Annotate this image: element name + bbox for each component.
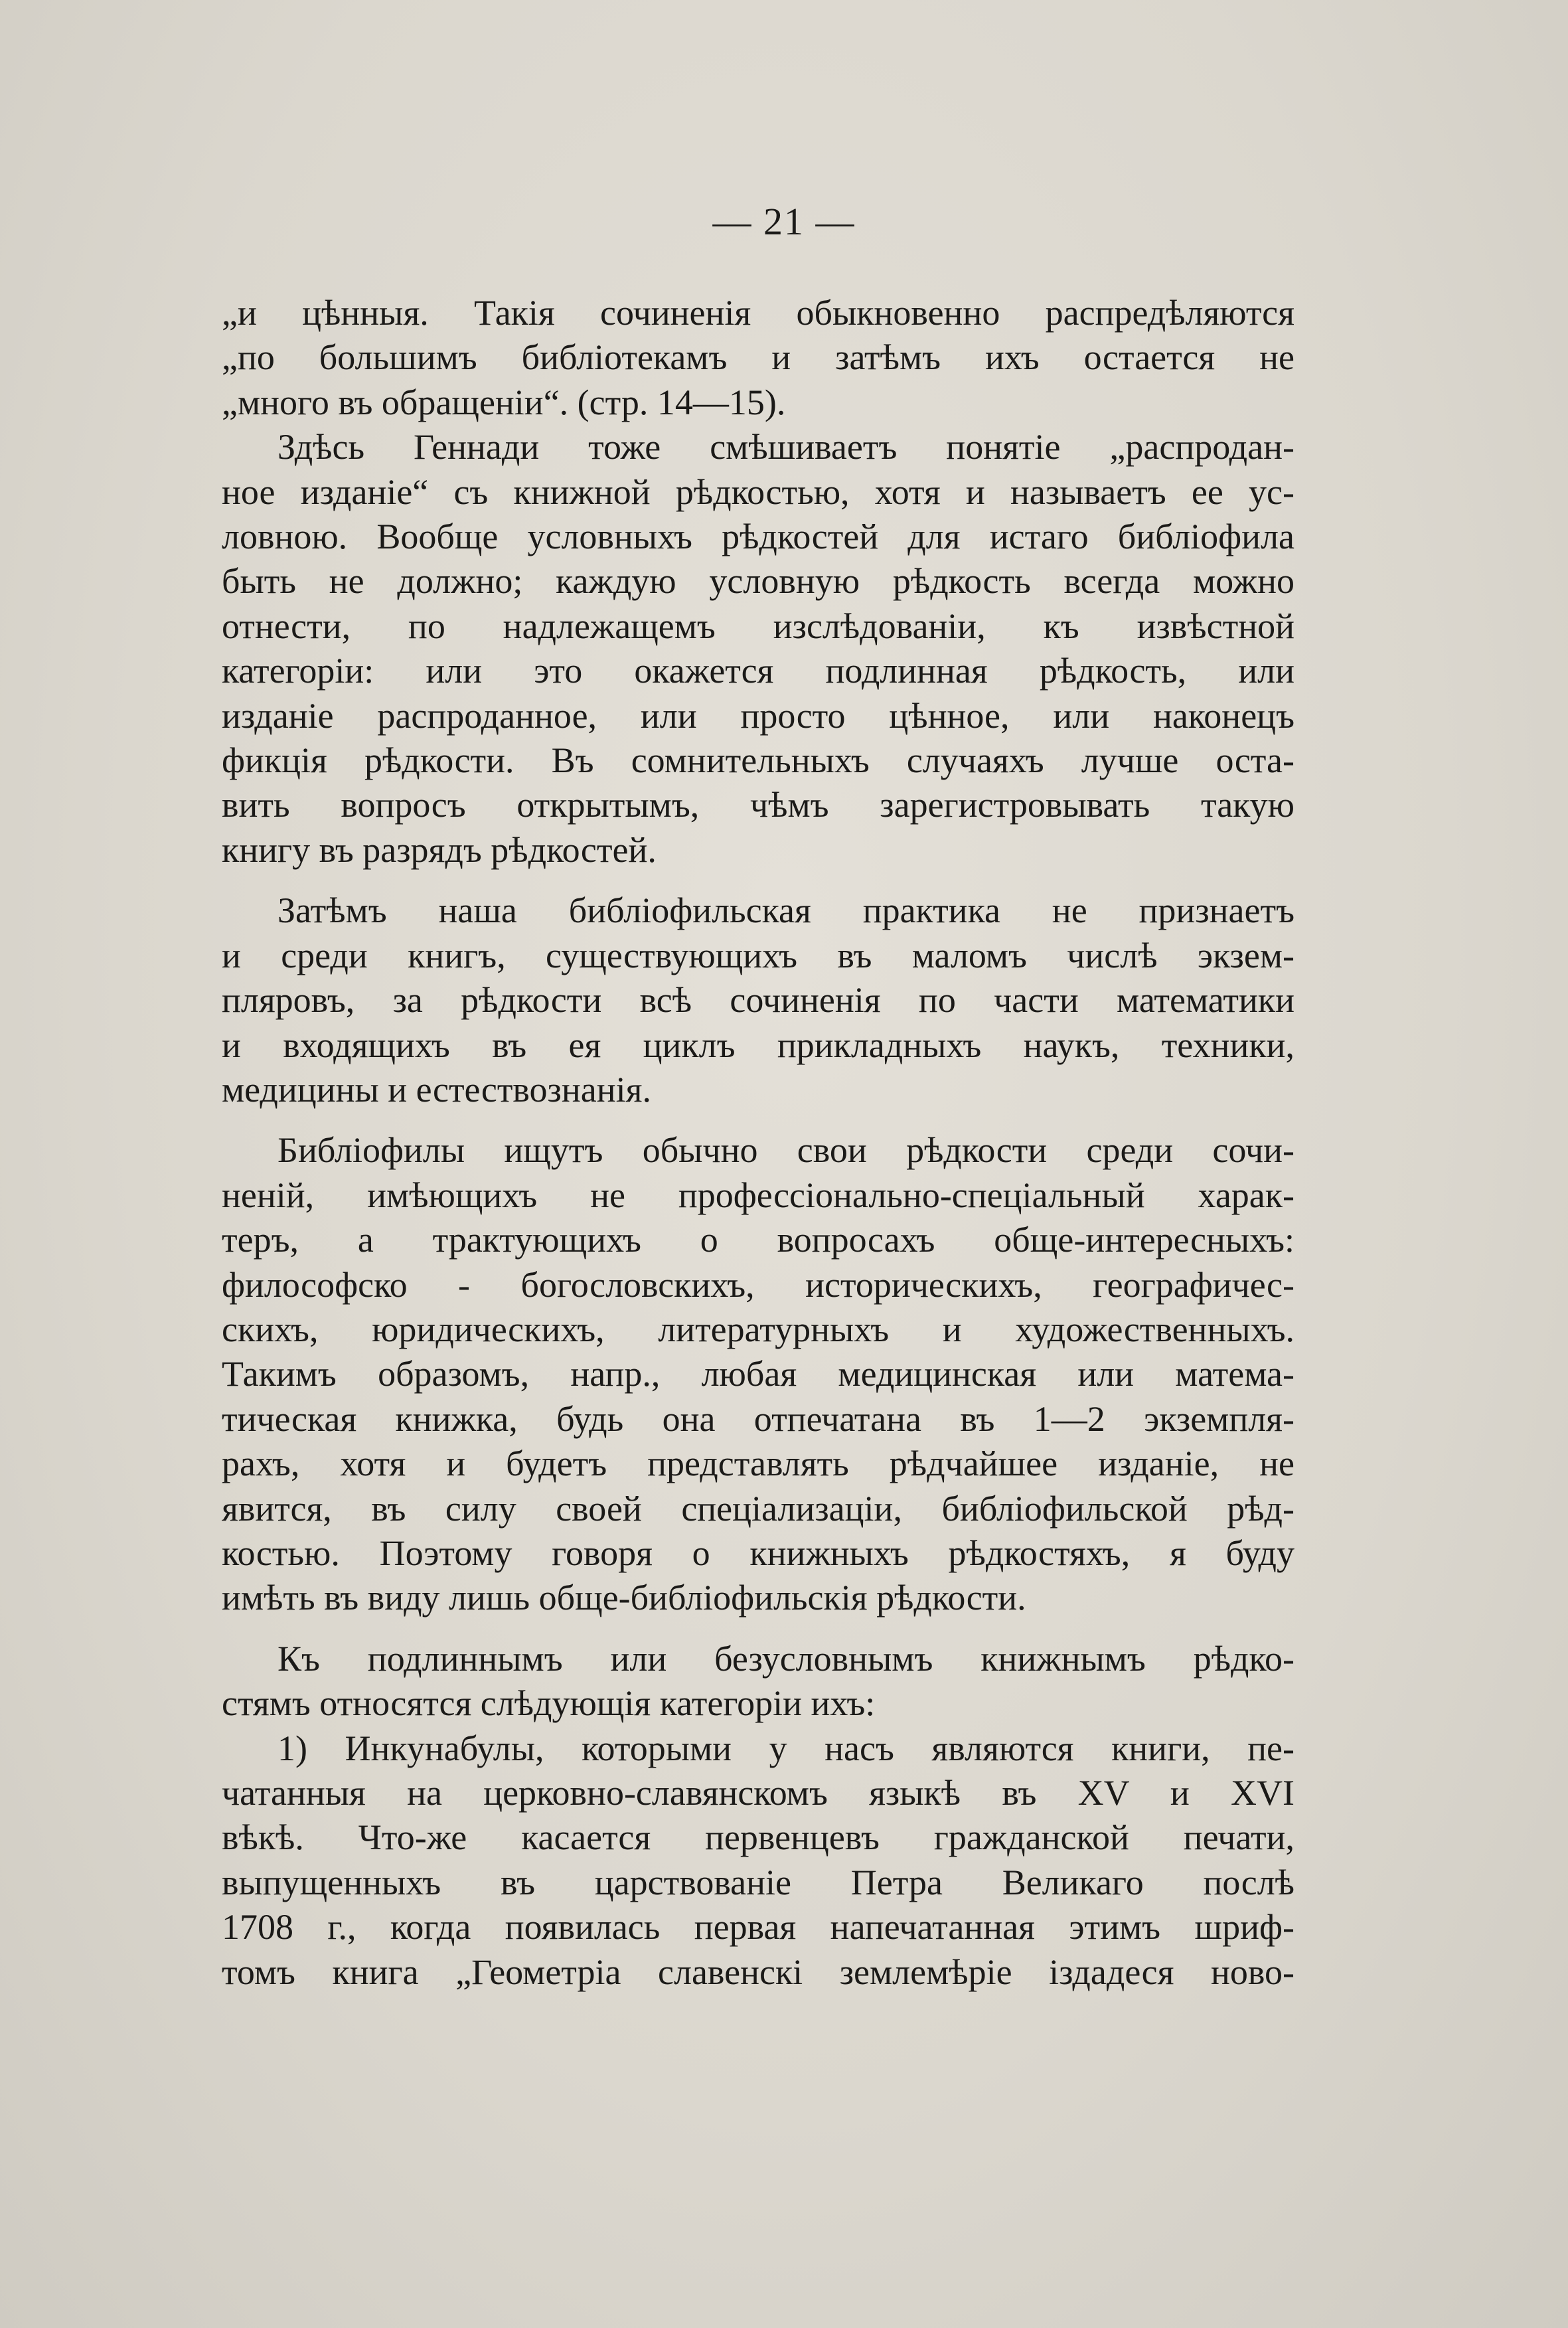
- text-line: медицины и естествознанія.: [222, 1069, 651, 1110]
- text-line: фикція рѣдкости. Въ сомнительныхъ случаяхъ лучше оста-: [222, 740, 1294, 781]
- text-line: и среди книгъ, существующихъ въ маломъ числѣ экзем-: [222, 935, 1294, 975]
- text-line: Библіофилы ищутъ обычно свои рѣдкости среди сочи-: [277, 1130, 1294, 1171]
- text-line: имѣть въ виду лишь обще-библіофильскія рѣдкости.: [222, 1578, 1026, 1618]
- text-line: Къ подлиннымъ или безусловнымъ книжнымъ рѣдко-: [277, 1638, 1294, 1679]
- text-line: костью. Поэтому говоря о книжныхъ рѣдкостяхъ, я буду: [222, 1533, 1294, 1573]
- text-line: и входящихъ въ ея циклъ прикладныхъ наукъ, техники,: [222, 1025, 1294, 1065]
- text-line: философско - богословскихъ, историческихъ, географичес-: [222, 1264, 1294, 1305]
- text-line: тическая книжка, будь она отпечатана въ 1—2 экземпля-: [222, 1398, 1294, 1439]
- page-number: — 21 —: [712, 200, 856, 243]
- text-line: „по большимъ библіотекамъ и затѣмъ ихъ остается не: [222, 337, 1294, 378]
- text-line: отнести, по надлежащемъ изслѣдованіи, къ извѣстной: [222, 606, 1294, 646]
- text-line: Здѣсь Геннади тоже смѣшиваетъ понятіе „распродан-: [277, 427, 1294, 467]
- text-line: явится, въ силу своей спеціализаціи, библіофильской рѣд-: [222, 1488, 1294, 1529]
- text-line: выпущенныхъ въ царствованіе Петра Великаго послѣ: [222, 1862, 1294, 1902]
- text-line: книгу въ разрядъ рѣдкостей.: [222, 829, 657, 870]
- text-line: томъ книга „Геометріа славенскі землемѣріе іздадеся ново-: [222, 1952, 1294, 1992]
- text-line: ное изданіе“ съ книжной рѣдкостью, хотя и называетъ ее ус-: [222, 471, 1294, 512]
- text-line: вѣкѣ. Что-же касается первенцевъ гражданской печати,: [222, 1817, 1294, 1858]
- text-line: вить вопросъ открытымъ, чѣмъ зарегистровывать такую: [222, 785, 1294, 825]
- text-line: быть не должно; каждую условную рѣдкость всегда можно: [222, 561, 1294, 602]
- text-line: Затѣмъ наша библіофильская практика не признаетъ: [277, 890, 1294, 931]
- text-line: ловною. Вообще условныхъ рѣдкостей для истаго библіофила: [222, 517, 1294, 557]
- text-line: изданіе распроданное, или просто цѣнное, или наконецъ: [222, 695, 1294, 736]
- text-line: рахъ, хотя и будетъ представлять рѣдчайшее изданіе, не: [222, 1444, 1294, 1484]
- text-line: пляровъ, за рѣдкости всѣ сочиненія по части математики: [222, 980, 1294, 1021]
- text-line: Такимъ образомъ, напр., любая медицинская или матема-: [222, 1354, 1294, 1394]
- text-line: „много въ обращеніи“. (стр. 14—15).: [222, 382, 786, 422]
- text-line: категоріи: или это окажется подлинная рѣдкость, или: [222, 651, 1294, 691]
- text-line: „и цѣнныя. Такія сочиненія обыкновенно распредѣляются: [222, 293, 1294, 333]
- text-line: 1) Инкунабулы, которыми у насъ являются книги, пе-: [277, 1728, 1294, 1768]
- text-line: скихъ, юридическихъ, литературныхъ и художественныхъ.: [222, 1309, 1294, 1349]
- text-line: теръ, а трактующихъ о вопросахъ обще-интересныхъ:: [222, 1220, 1294, 1260]
- body-text: [222, 291, 1294, 1995]
- text-line: чатанныя на церковно-славянскомъ языкѣ въ XV и XVI: [222, 1773, 1294, 1813]
- text-line: неній, имѣющихъ не профессіонально-спеціальный харак-: [222, 1175, 1294, 1215]
- text-line: стямъ относятся слѣдующія категоріи ихъ:: [222, 1683, 876, 1724]
- text-line: 1708 г., когда появилась первая напечатанная этимъ шриф-: [222, 1907, 1294, 1948]
